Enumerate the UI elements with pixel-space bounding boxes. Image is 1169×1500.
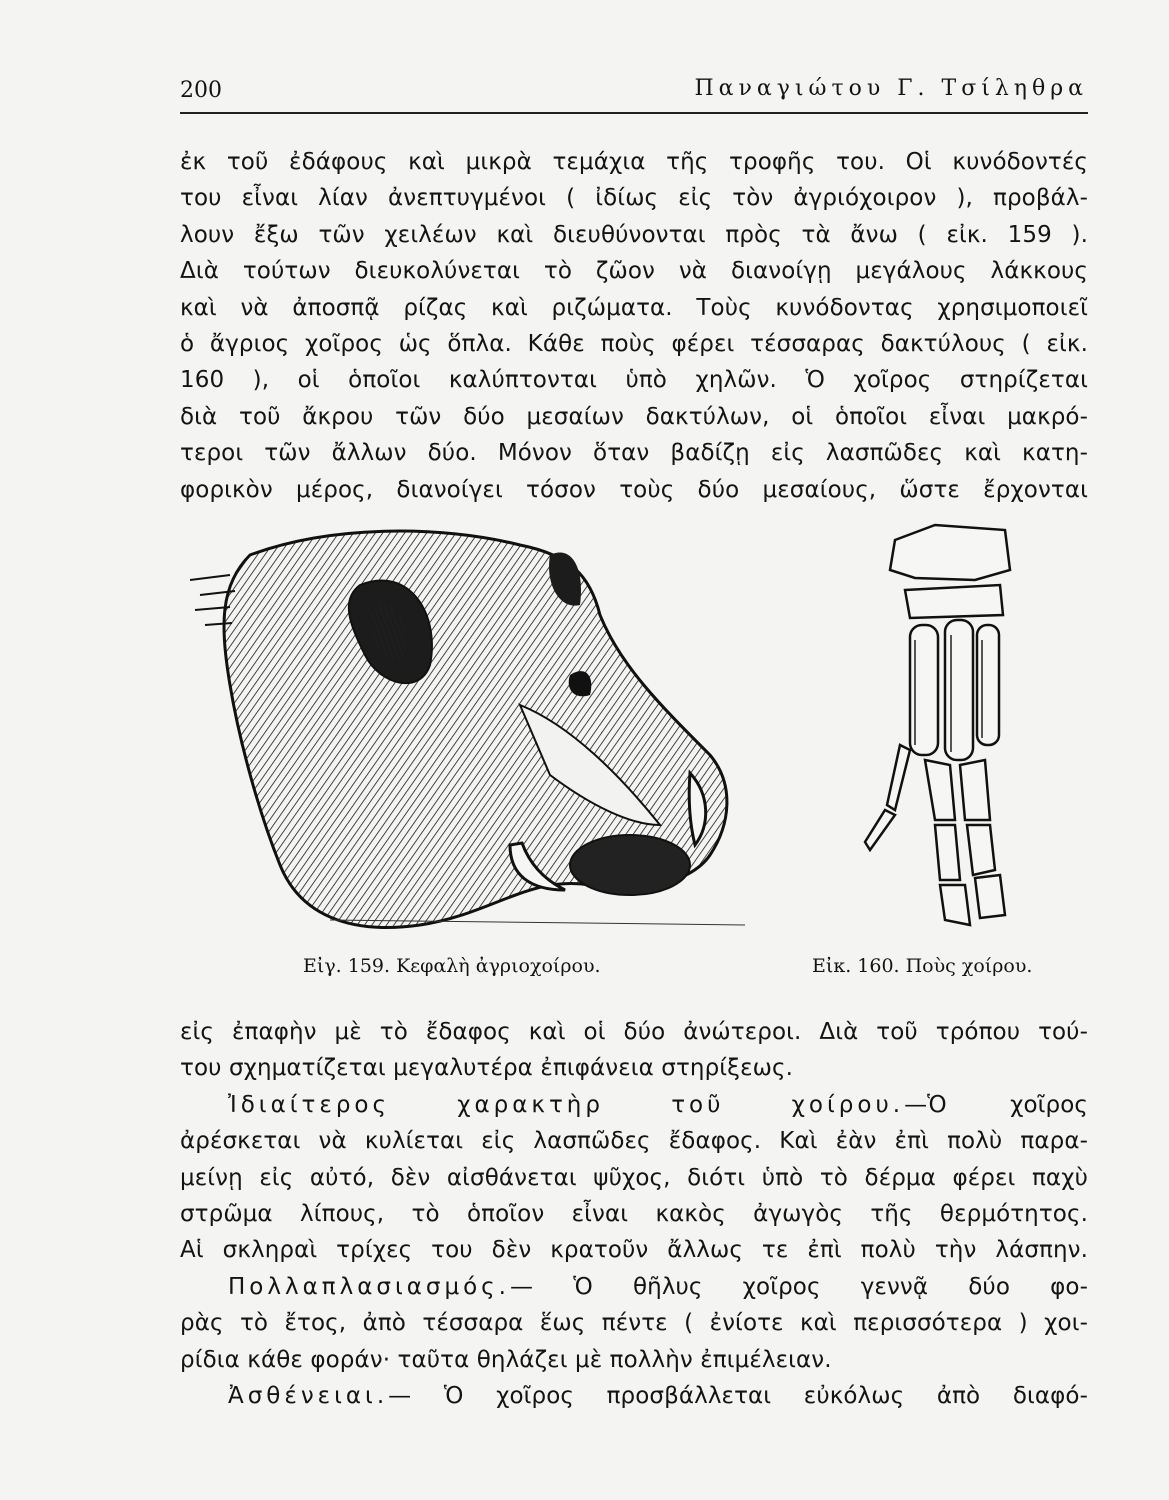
text-line: Αἱ σκληραὶ τρίχες του δὲν κρατοῦν ἄλλως τε ἐπὶ πολὺ τὴν λάσπην. [180, 1237, 1088, 1264]
paragraph-bottom [180, 1014, 1088, 1414]
text-line: εἰς ἐπαφὴν μὲ τὸ ἔδαφος καὶ οἱ δύο ἀνώτεροι. Διὰ τοῦ τρόπου τού- [180, 1019, 1088, 1045]
text-line: φορικὸν μέρος, διανοίγει τόσον τοὺς δύο μεσαίους, ὥστε ἔρχονται [180, 476, 1088, 503]
text-line: μείνῃ εἰς αὐτό, δὲν αἰσθάνεται ψῦχος, διότι ὑπὸ τὸ δέρμα φέρει παχὺ [180, 1164, 1088, 1191]
text-line: ὁ ἄγριος χοῖρος ὡς ὅπλα. Κάθε ποὺς φέρει τέσσαρας δακτύλους ( εἰκ. [180, 331, 1088, 358]
section-heading: Πολλαπλασιασμός. [228, 1273, 510, 1300]
text-line: ἀρέσκεται νὰ κυλίεται εἰς λασπῶδες ἔδαφος. Καὶ ἐὰν ἐπὶ πολὺ παρα- [180, 1128, 1088, 1155]
text-line: Διὰ τούτων διευκολύνεται τὸ ζῶον νὰ διανοίγῃ μεγάλους λάκκους [180, 258, 1088, 285]
figure-159-caption: Εἰγ. 159. Κεφαλὴ ἀγριοχοίρου. [303, 955, 601, 977]
page-number: 200 [180, 78, 222, 103]
page-header [180, 72, 1088, 114]
section-line [180, 1087, 1088, 1123]
section-heading: Ἀσθένειαι. [228, 1383, 389, 1410]
text-line: ρίδια κάθε φοράν· ταῦτα θηλάζει μὲ πολλὴν ἐπιμέλειαν. [180, 1346, 832, 1373]
section-heading: Ἰδιαίτερος χαρακτὴρ τοῦ χοίρου. [228, 1091, 905, 1118]
text-line: του σχηματίζεται μεγαλυτέρα ἐπιφάνεια στηρίξεως. [180, 1055, 793, 1082]
text-line: στρῶμα λίπους, τὸ ὁποῖον εἶναι κακὸς ἀγωγὸς τῆς θερμότητος. [180, 1201, 1088, 1228]
text-line: του εἶναι λίαν ἀνεπτυγμένοι ( ἰδίως εἰς τὸν ἀγριόχοιρον ), προβάλ- [180, 185, 1088, 212]
text-line: διὰ τοῦ ἄκρου τῶν δύο μεσαίων δακτύλων, οἱ ὁποῖοι εἶναι μακρό- [180, 403, 1088, 430]
text-line: 160 ), οἱ ὁποῖοι καλύπτονται ὑπὸ χηλῶν. Ὁ χοῖρος στηρίζεται [180, 367, 1088, 394]
section-line [180, 1269, 1088, 1305]
figure-160-caption: Εἰκ. 160. Ποὺς χοίρου. [812, 955, 1033, 977]
boar-head-illustration [190, 525, 750, 945]
section-line [180, 1378, 1088, 1414]
text-run: — Ὁ χοῖρος προσβάλλεται εὐκόλως ἀπὸ διαφό- [388, 1383, 1088, 1410]
text-line: ἐκ τοῦ ἐδάφους καὶ μικρὰ τεμάχια τῆς τροφῆς του. Οἱ κυνόδοντές [180, 149, 1088, 175]
text-line: ρὰς τὸ ἔτος, ἀπὸ τέσσαρα ἕως πέντε ( ἐνίοτε καὶ περισσότερα ) χοι- [180, 1310, 1088, 1337]
text-line: λουν ἔξω τῶν χειλέων καὶ διευθύνονται πρὸς τὰ ἄνω ( εἰκ. 159 ). [180, 221, 1088, 248]
running-head-author: Παναγιώτου Γ. Τσίληθρα [694, 76, 1088, 101]
text-line: τεροι τῶν ἄλλων δύο. Μόνον ὅταν βαδίζῃ εἰς λασπῶδες καὶ κατη- [180, 440, 1088, 467]
pig-foot-skeleton-illustration [855, 520, 1035, 940]
text-line: καὶ νὰ ἀποσπᾷ ρίζας καὶ ριζώματα. Τοὺς κυνόδοντας χρησιμοποιεῖ [180, 294, 1088, 321]
paragraph-top [180, 144, 1088, 508]
text-run: —Ὁ χοῖρος [904, 1091, 1088, 1118]
text-run: — Ὁ θῆλυς χοῖρος γεννᾷ δύο φο- [509, 1273, 1088, 1300]
